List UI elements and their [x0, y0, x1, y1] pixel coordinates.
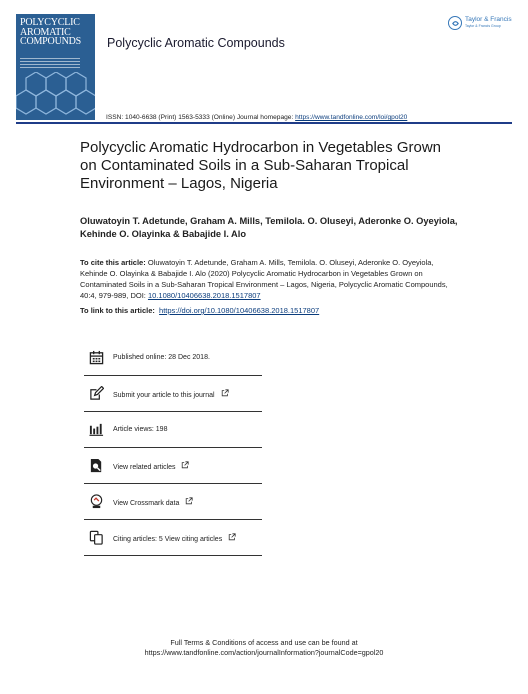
external-link-icon	[185, 497, 193, 505]
issn-text: ISSN: 1040-6638 (Print) 1563-5333 (Online) Journal homepage:	[106, 114, 294, 121]
citation-block	[80, 257, 450, 301]
article-title: Polycyclic Aromatic Hydrocarbon in Vegetables Grown on Contaminated Soils in a Sub-Saharan Tropical Environment – Lagos, Nigeria	[80, 139, 441, 192]
publisher-logo-subtitle: Taylor & Francis Group	[465, 24, 501, 28]
cover-hexagon-pattern	[16, 72, 95, 120]
cover-text-lines	[20, 58, 80, 70]
citation-doi-link[interactable]: 10.1080/10406638.2018.1517807	[147, 291, 261, 300]
list-item-article-views	[84, 412, 262, 448]
crossmark-link[interactable]: View Crossmark data	[113, 499, 180, 507]
cover-title: POLYCYCLIC AROMATIC COMPOUNDS	[20, 17, 81, 47]
calendar-icon	[88, 350, 104, 366]
terms-footer	[0, 638, 528, 658]
issn-line	[106, 114, 407, 121]
published-date-text: Published online: 28 Dec 2018.	[113, 354, 210, 361]
external-link-icon	[221, 389, 229, 397]
header-divider	[16, 122, 512, 124]
terms-url[interactable]: https://www.tandfonline.com/action/journalInformation?journalCode=gpol20	[144, 648, 384, 657]
list-item-crossmark[interactable]	[84, 484, 262, 520]
article-link-line	[80, 306, 319, 315]
search-document-icon	[88, 458, 104, 474]
terms-text: Full Terms & Conditions of access and use can be found at	[170, 638, 358, 647]
publisher-logo-icon	[448, 16, 462, 30]
publisher-logo[interactable]	[448, 14, 520, 32]
article-link-label: To link to this article:	[80, 306, 155, 315]
list-item-submit-article[interactable]	[84, 376, 262, 412]
citing-articles-link[interactable]: Citing articles: 5 View citing articles	[113, 535, 223, 543]
bar-chart-icon	[88, 422, 104, 438]
article-actions-list	[84, 340, 262, 556]
publisher-logo-name: Taylor & Francis	[465, 16, 512, 23]
related-articles-link[interactable]: View related articles	[113, 463, 176, 471]
article-doi-link[interactable]: https://doi.org/10.1080/10406638.2018.1517807	[159, 306, 320, 315]
citation-label: To cite this article:	[80, 258, 146, 267]
journal-homepage-link[interactable]: https://www.tandfonline.com/loi/gpol20	[295, 114, 408, 121]
article-authors: Oluwatoyin T. Adetunde, Graham A. Mills, Temilola. O. Oluseyi, Aderonke O. Oyeyiola, Kehinde O. Olayinka & Babajide I. Alo	[80, 216, 458, 239]
submit-article-link[interactable]: Submit your article to this journal	[113, 391, 215, 399]
journal-cover-image	[16, 14, 95, 120]
list-item-published	[84, 340, 262, 376]
list-item-citing-articles[interactable]	[84, 520, 262, 556]
list-item-related-articles[interactable]	[84, 448, 262, 484]
external-link-icon	[228, 533, 236, 541]
journal-name: Polycyclic Aromatic Compounds	[107, 36, 285, 50]
crossmark-icon	[88, 494, 104, 510]
citation-text: Oluwatoyin T. Adetunde, Graham A. Mills, Temilola. O. Oluseyi, Aderonke O. Oyeyiola, Kehinde O. Olayinka & Babajide I. Alo (2020) Polycyclic Aromatic Hydrocarbon in Vegetables Grown on Contaminated Soils in a Sub-Saharan Tropical Environment – Lagos, Nigeria, Polycyclic Aromatic Compounds, 40:4, 979-989, DOI:	[80, 258, 448, 300]
external-link-icon	[181, 461, 189, 469]
article-views-text: Article views: 198	[113, 426, 168, 433]
copy-documents-icon	[88, 530, 104, 546]
submit-edit-icon	[88, 386, 104, 402]
